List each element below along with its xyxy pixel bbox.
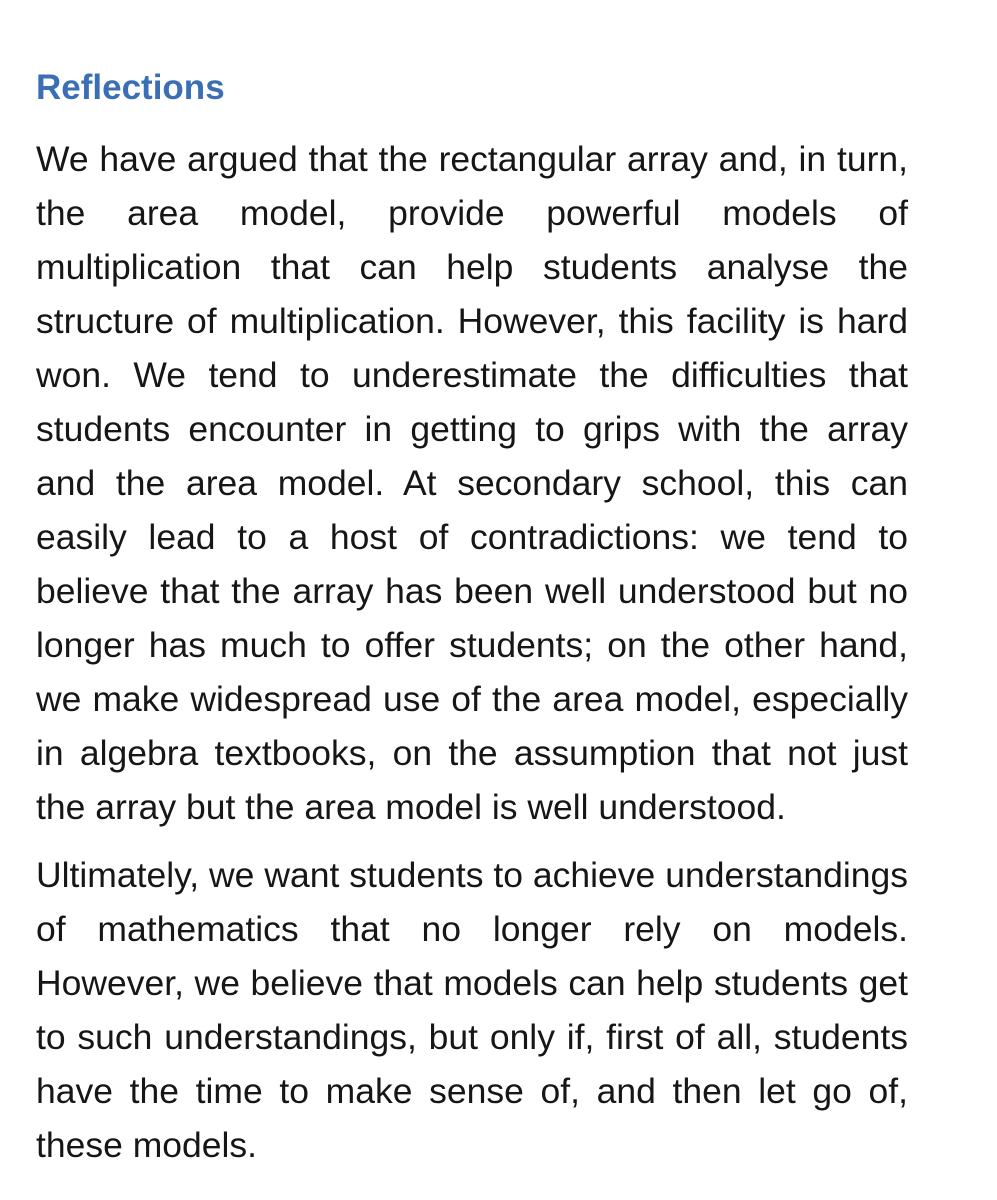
body-paragraph-2: Ultimately, we want students to achieve understandings of mathematics that no longer rely on models. However, we believe that models can help students get to such understandings, but only if, first of all, students have the time to make sense of, and then let go of, these models. (36, 855, 908, 1165)
document-page (36, 64, 908, 1172)
section-heading: Reflections (36, 68, 225, 107)
body-paragraph-1: We have argued that the rectangular array and, in turn, the area model, provide powerful models of multiplication that can help students analyse the structure of multiplication. However, this facility is hard won. We tend to underestimate the difficulties that students encounter in getting to grips with the array and the area model. At secondary school, this can easily lead to a host of contradictions: we tend to believe that the array has been well understood but no longer has much to offer students; on the other hand, we make widespread use of the area model, especially in algebra textbooks, on the assumption that not just the array but the area model is well understood. (36, 139, 908, 827)
